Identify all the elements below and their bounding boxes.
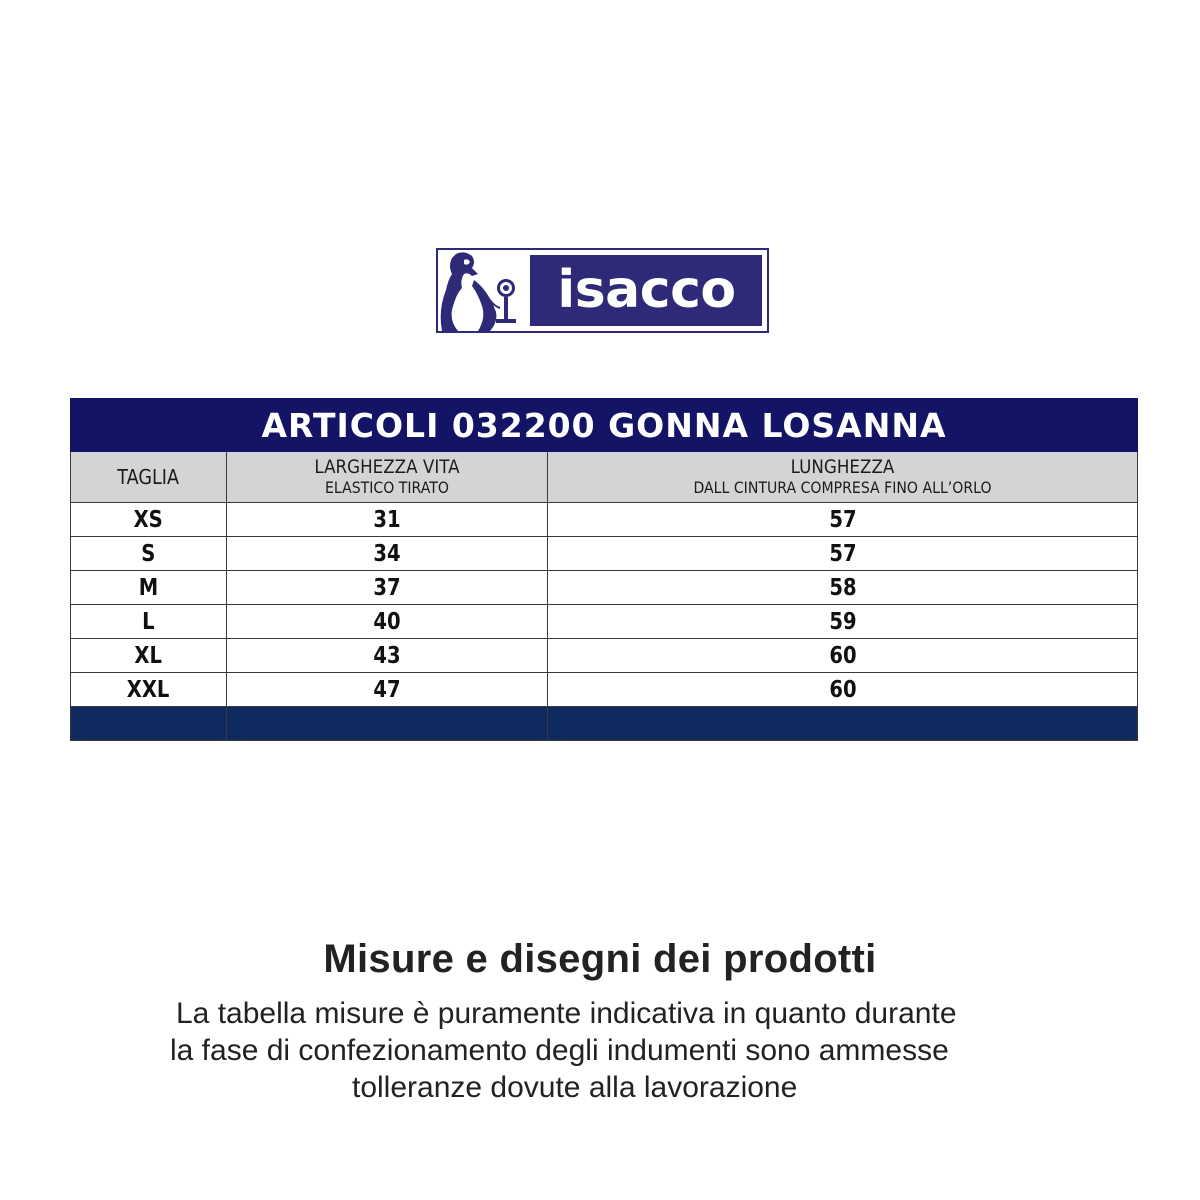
notes-title: Misure e disegni dei prodotti [323, 937, 877, 981]
cell-lunghezza: 57 [548, 503, 1138, 537]
table-row [71, 639, 1138, 673]
header-lunghezza-sub: DALL CINTURA COMPRESA FINO ALL’ORLO [693, 478, 992, 497]
cell-lunghezza: 57 [548, 537, 1138, 571]
table-row [71, 605, 1138, 639]
table-row [71, 537, 1138, 571]
chef-figure-icon [438, 250, 534, 331]
notes-line: La tabella misure è puramente indicativa in quanto durante [176, 997, 957, 1030]
cell-vita: 43 [227, 639, 548, 673]
logo-brand-text: isacco [557, 260, 736, 320]
size-chart-table [70, 398, 1138, 741]
cell-size: XL [71, 639, 227, 673]
header-larghezza-vita [227, 452, 548, 503]
cell-vita: 40 [227, 605, 548, 639]
table-title-row [71, 399, 1138, 452]
cell-vita: 31 [227, 503, 548, 537]
table-row [71, 571, 1138, 605]
table-row [71, 503, 1138, 537]
cell-lunghezza: 60 [548, 639, 1138, 673]
cell-lunghezza: 59 [548, 605, 1138, 639]
footer-cell [227, 707, 548, 741]
table-footer-band [71, 707, 1138, 741]
footer-cell [548, 707, 1138, 741]
header-vita-sub: ELASTICO TIRATO [325, 478, 449, 497]
header-taglia [71, 452, 227, 503]
notes-line: tolleranze dovute alla lavorazione [352, 1071, 798, 1104]
table-row [71, 673, 1138, 707]
table-title: ARTICOLI 032200 GONNA LOSANNA [71, 399, 1138, 452]
cell-size: XS [71, 503, 227, 537]
notes-line: la fase di confezionamento degli indumenti sono ammesse [170, 1034, 949, 1067]
brand-logo [436, 248, 769, 333]
header-vita-main: LARGHEZZA VITA [314, 456, 460, 478]
header-lunghezza-main: LUNGHEZZA [790, 456, 895, 478]
cell-size: M [71, 571, 227, 605]
cell-size: XXL [71, 673, 227, 707]
header-taglia-label: TAGLIA [117, 465, 180, 489]
cell-size: L [71, 605, 227, 639]
footer-cell [71, 707, 227, 741]
cell-lunghezza: 58 [548, 571, 1138, 605]
cell-vita: 37 [227, 571, 548, 605]
cell-lunghezza: 60 [548, 673, 1138, 707]
cell-size: S [71, 537, 227, 571]
header-lunghezza [548, 452, 1138, 503]
cell-vita: 47 [227, 673, 548, 707]
cell-vita: 34 [227, 537, 548, 571]
table-header-row [71, 452, 1138, 503]
